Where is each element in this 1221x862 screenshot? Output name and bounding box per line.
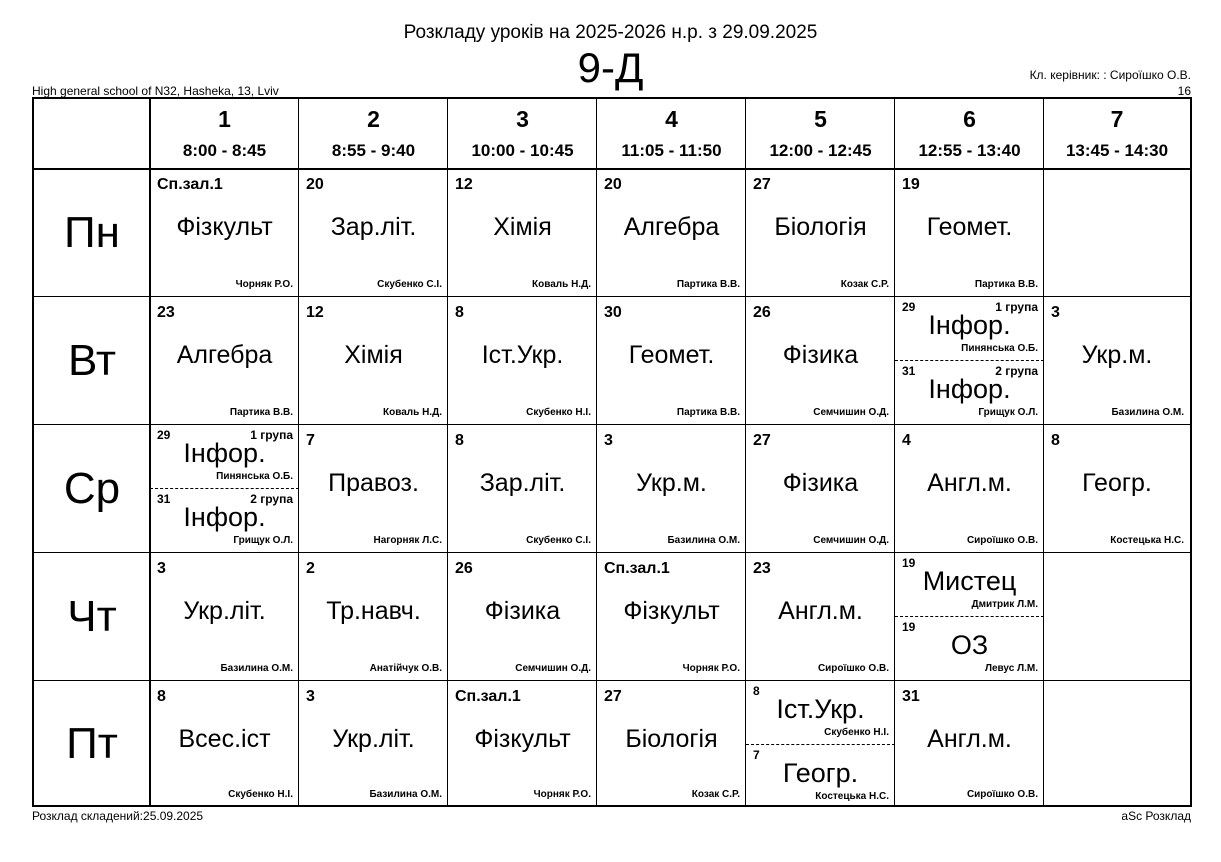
lesson-cell[interactable] [448, 169, 597, 297]
lesson-subject: Всес.іст [178, 725, 271, 753]
lesson-subject: Іст.Укр. [776, 694, 865, 724]
lesson-subject: Мистец [922, 566, 1017, 596]
lesson-teacher: Грищук О.Л. [233, 535, 293, 546]
period-number: 5 [814, 106, 827, 132]
day-label: Пт [66, 719, 118, 768]
lesson-subject: Англ.м. [927, 469, 1012, 497]
lesson-room: 23 [157, 304, 175, 321]
lesson-room: 19 [902, 176, 920, 193]
schedule-title: Розкладу уроків на 2025-2026 н.р. з 29.09.2025 [403, 22, 818, 43]
lesson-subject: Правоз. [328, 469, 419, 497]
lesson-subject: ОЗ [950, 630, 989, 660]
lesson-room: 29 [902, 300, 916, 314]
lesson-room: 12 [455, 176, 473, 193]
lesson-room: 4 [902, 432, 911, 449]
lesson-cell[interactable] [597, 169, 746, 297]
period-number: 1 [218, 106, 231, 132]
lesson-room: 8 [455, 432, 464, 449]
empty-cell [1044, 681, 1190, 807]
lesson-teacher: Семчишин О.Д. [515, 663, 591, 674]
lesson-teacher: Нагорняк Л.С. [373, 535, 442, 546]
lesson-subject: Тр.навч. [326, 597, 421, 625]
lesson-room: 29 [157, 428, 171, 442]
day-label: Пн [64, 208, 120, 257]
lesson-teacher: Сироїшко О.В. [966, 789, 1038, 800]
lesson-cell[interactable] [1044, 297, 1190, 425]
lesson-cell[interactable] [746, 681, 895, 807]
period-time: 10:00 - 10:45 [471, 141, 574, 160]
period-time: 12:00 - 12:45 [769, 141, 872, 160]
lesson-teacher: Семчишин О.Д. [813, 535, 889, 546]
school-name: High general school of N32, Hasheka, 13, Lviv [32, 84, 279, 98]
lesson-cell[interactable] [299, 297, 448, 425]
lesson-room: 8 [157, 688, 166, 705]
lesson-teacher: Скубенко С.І. [377, 279, 442, 290]
period-header [299, 99, 448, 169]
lesson-cell[interactable] [299, 169, 448, 297]
lesson-subject: Алгебра [176, 341, 273, 369]
lesson-room: 7 [753, 748, 760, 762]
lesson-subject: Англ.м. [778, 597, 863, 625]
lesson-room: 8 [1051, 432, 1060, 449]
lesson-half [150, 425, 299, 488]
lesson-subject: Біологія [774, 213, 867, 241]
lesson-teacher: Чорняк Р.О. [682, 663, 740, 674]
lesson-subject: Інфор. [183, 438, 266, 468]
empty-cell [1044, 553, 1190, 681]
lesson-subject: Фізика [484, 597, 561, 625]
lesson-room: 20 [604, 176, 622, 193]
lesson-room: 8 [753, 684, 760, 698]
lesson-teacher: Сироїшко О.В. [966, 535, 1038, 546]
lesson-cell[interactable] [1044, 425, 1190, 553]
period-time: 13:45 - 14:30 [1065, 141, 1169, 160]
lesson-subject: Алгебра [623, 213, 720, 241]
lesson-cell[interactable] [895, 553, 1044, 681]
period-time: 11:05 - 11:50 [621, 141, 722, 160]
lesson-teacher: Дмитрик Л.М. [971, 599, 1038, 610]
lesson-half [150, 489, 299, 552]
lesson-teacher: Скубенко С.І. [526, 535, 591, 546]
lesson-subject: Фізкульт [176, 213, 273, 241]
lesson-teacher: Чорняк Р.О. [533, 789, 591, 800]
lesson-subject: Зар.літ. [330, 213, 417, 241]
lesson-half [895, 361, 1044, 424]
lesson-cell[interactable] [597, 681, 746, 807]
lesson-cell[interactable] [895, 425, 1044, 553]
lesson-teacher: Скубенко Н.І. [526, 407, 591, 418]
lesson-teacher: Чорняк Р.О. [235, 279, 293, 290]
lesson-subject: Інфор. [928, 374, 1011, 404]
lesson-teacher: Партика В.В. [229, 407, 293, 418]
lesson-room: 27 [753, 176, 771, 193]
lesson-half [895, 297, 1044, 360]
lesson-teacher: Сироїшко О.В. [817, 663, 889, 674]
lesson-group: 1 група [250, 428, 293, 442]
class-teacher: Кл. керівник: : Сироїшко О.В. [1029, 68, 1191, 82]
period-number: 6 [963, 106, 976, 132]
lesson-subject: Зар.літ. [479, 469, 566, 497]
split-divider [746, 744, 895, 745]
lesson-half [746, 681, 895, 744]
lesson-teacher: Левус Л.М. [984, 663, 1038, 674]
lesson-teacher: Коваль Н.Д. [532, 279, 591, 290]
lesson-teacher: Скубенко Н.І. [824, 727, 889, 738]
lesson-teacher: Партика В.В. [676, 279, 740, 290]
lesson-cell[interactable] [150, 169, 299, 297]
lesson-room: 3 [306, 688, 315, 705]
period-header [597, 99, 746, 169]
lesson-room: 31 [157, 492, 171, 506]
lesson-cell[interactable] [448, 681, 597, 807]
split-divider [150, 488, 299, 489]
lesson-subject: Фізкульт [474, 725, 571, 753]
lesson-subject: Інфор. [928, 310, 1011, 340]
lesson-subject: Фізика [782, 469, 859, 497]
period-header [895, 99, 1044, 169]
lesson-room: Сп.зал.1 [157, 176, 223, 193]
period-time: 8:55 - 9:40 [331, 141, 416, 160]
lesson-teacher: Скубенко Н.І. [228, 789, 293, 800]
lesson-teacher: Козак С.Р. [691, 789, 740, 800]
period-header [448, 99, 597, 169]
lesson-subject: Геогр. [782, 758, 859, 788]
lesson-teacher: Базилина О.М. [369, 789, 442, 800]
period-header [150, 99, 299, 169]
period-header [1044, 99, 1190, 169]
lesson-cell[interactable] [299, 553, 448, 681]
created-date: Розклад складений:25.09.2025 [32, 809, 204, 823]
lesson-subject: Англ.м. [927, 725, 1012, 753]
lesson-room: 26 [455, 560, 473, 577]
split-divider [895, 360, 1044, 361]
lesson-teacher: Костецька Н.С. [1110, 535, 1184, 546]
lesson-subject: Фізика [782, 341, 859, 369]
lesson-room: 12 [306, 304, 324, 321]
lesson-room: 8 [455, 304, 464, 321]
lesson-subject: Геогр. [1082, 469, 1152, 497]
lesson-cell[interactable] [448, 553, 597, 681]
lesson-group: 2 група [250, 492, 293, 506]
lesson-room: 7 [306, 432, 315, 449]
timetable-grid [32, 97, 1192, 807]
period-number: 7 [1110, 106, 1124, 132]
lesson-cell[interactable] [895, 297, 1044, 425]
day-label: Вт [67, 336, 117, 385]
lesson-room: 23 [753, 560, 771, 577]
class-name: 9-Д [577, 44, 644, 91]
lesson-subject: Інфор. [183, 502, 266, 532]
lesson-cell[interactable] [746, 553, 895, 681]
lesson-room: 3 [604, 432, 613, 449]
lesson-room: 19 [902, 556, 916, 570]
lesson-half [895, 617, 1044, 680]
lesson-cell[interactable] [746, 169, 895, 297]
lesson-teacher: Семчишин О.Д. [813, 407, 889, 418]
lesson-room: 3 [1051, 304, 1060, 321]
lesson-cell[interactable] [597, 553, 746, 681]
day-label: Ср [63, 464, 121, 513]
lesson-cell[interactable] [895, 169, 1044, 297]
split-divider [895, 616, 1044, 617]
lesson-room: 26 [753, 304, 771, 321]
lesson-half [746, 745, 895, 807]
lesson-subject: Укр.м. [1081, 341, 1153, 369]
period-number: 2 [367, 106, 380, 132]
lesson-subject: Біологія [625, 725, 718, 753]
lesson-teacher: Пинянська О.Б. [961, 343, 1038, 354]
lesson-subject: Фізкульт [623, 597, 720, 625]
lesson-cell[interactable] [746, 297, 895, 425]
lesson-half [895, 553, 1044, 616]
lesson-room: 3 [157, 560, 166, 577]
lesson-cell[interactable] [150, 425, 299, 553]
lesson-room: 31 [902, 364, 916, 378]
lesson-room: Сп.зал.1 [604, 560, 670, 577]
lesson-subject: Укр.літ. [332, 725, 415, 753]
lesson-teacher: Базилина О.М. [220, 663, 293, 674]
lesson-subject: Укр.м. [636, 469, 707, 497]
lesson-subject: Хімія [344, 341, 403, 369]
lesson-group: 1 група [995, 300, 1038, 314]
period-number: 3 [516, 106, 529, 132]
lesson-cell[interactable] [299, 681, 448, 807]
lesson-room: 30 [604, 304, 622, 321]
period-header [746, 99, 895, 169]
class-code: 16 [1177, 84, 1191, 98]
lesson-cell[interactable] [895, 681, 1044, 807]
lesson-teacher: Костецька Н.С. [815, 791, 889, 802]
lesson-teacher: Козак С.Р. [840, 279, 889, 290]
lesson-teacher: Пинянська О.Б. [216, 471, 293, 482]
lesson-teacher: Базилина О.М. [667, 535, 740, 546]
empty-cell [1044, 169, 1190, 297]
lesson-cell[interactable] [150, 297, 299, 425]
lesson-cell[interactable] [746, 425, 895, 553]
lesson-teacher: Коваль Н.Д. [383, 407, 442, 418]
lesson-cell[interactable] [448, 425, 597, 553]
lesson-teacher: Грищук О.Л. [978, 407, 1038, 418]
period-time: 8:00 - 8:45 [182, 141, 267, 160]
lesson-cell[interactable] [299, 425, 448, 553]
lesson-room: 27 [604, 688, 622, 705]
lesson-teacher: Базилина О.М. [1111, 407, 1184, 418]
lesson-subject: Хімія [493, 213, 552, 241]
day-label: Чт [67, 592, 117, 641]
lesson-teacher: Партика В.В. [974, 279, 1038, 290]
lesson-cell[interactable] [597, 425, 746, 553]
lesson-group: 2 група [995, 364, 1038, 378]
period-time: 12:55 - 13:40 [918, 141, 1021, 160]
lesson-room: 20 [306, 176, 324, 193]
lesson-subject: Укр.літ. [183, 597, 266, 625]
lesson-room: 27 [753, 432, 771, 449]
lesson-cell[interactable] [448, 297, 597, 425]
lesson-room: 2 [306, 560, 315, 577]
lesson-cell[interactable] [597, 297, 746, 425]
lesson-cell[interactable] [150, 681, 299, 807]
lesson-subject: Геомет. [628, 341, 715, 369]
lesson-cell[interactable] [150, 553, 299, 681]
lesson-room: 19 [902, 620, 916, 634]
lesson-room: Сп.зал.1 [455, 688, 521, 705]
lesson-room: 31 [902, 688, 920, 705]
lesson-subject: Іст.Укр. [481, 341, 564, 369]
app-name: aSc Розклад [1121, 809, 1191, 823]
lesson-subject: Геомет. [926, 213, 1013, 241]
lesson-teacher: Анатійчук О.В. [369, 663, 442, 674]
period-number: 4 [665, 106, 678, 132]
lesson-teacher: Партика В.В. [676, 407, 740, 418]
